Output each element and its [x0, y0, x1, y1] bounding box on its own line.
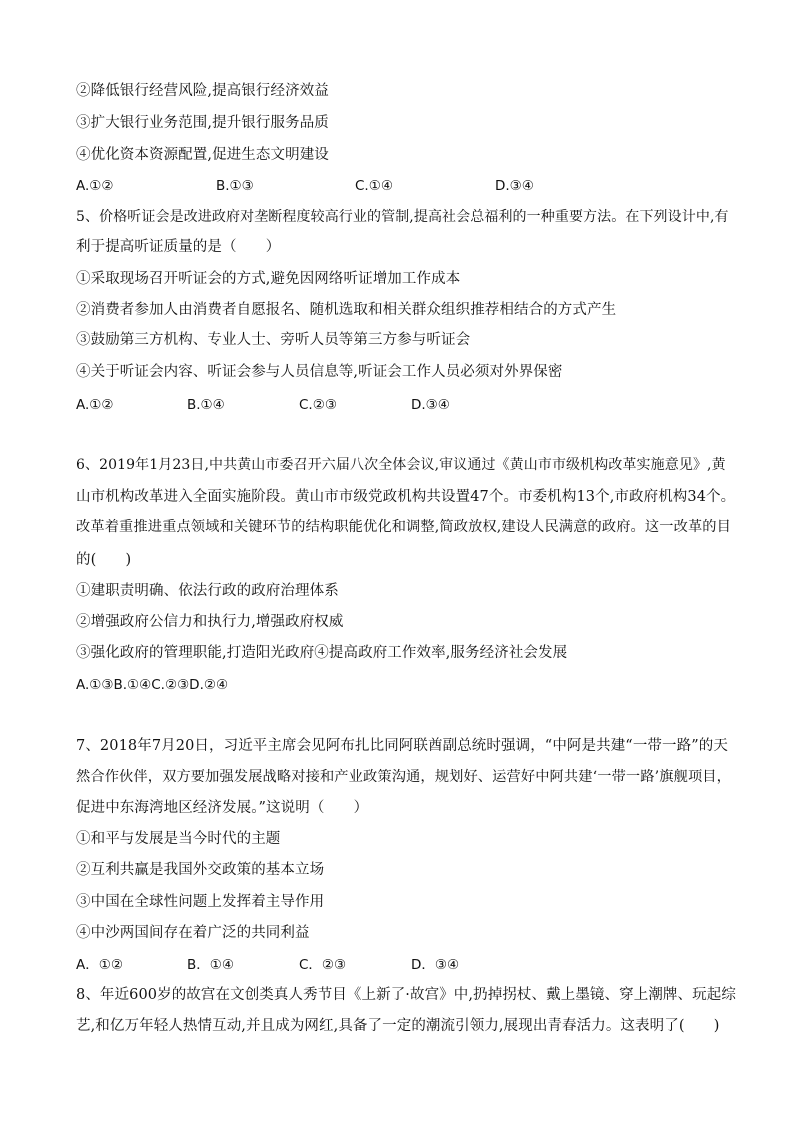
- q4-option-c: C.①④: [355, 178, 393, 194]
- q7-option-d: D．③④: [411, 957, 460, 973]
- q5-stem-line-2: 利于提高听证质量的是（ ）: [76, 239, 281, 255]
- q5-item-1: ①采取现场召开听证会的方式,避免因网络听证增加工作成本: [76, 271, 461, 287]
- q6-stem-line-3: 改革着重推进重点领域和关键环节的结构职能优化和调整,简政放权,建设人民满意的政府。这一改革的目: [76, 519, 732, 535]
- q7-item-1: ①和平与发展是当今时代的主题: [76, 831, 281, 847]
- q4-option-d: D.③④: [495, 178, 534, 194]
- q6-stem-line-2: 山市机构改革进入全面实施阶段。黄山市市级党政机构共设置47个。市委机构13个,市政府机构34个。: [76, 489, 736, 505]
- q6-item-1: ①建职责明确、依法行政的政府治理体系: [76, 583, 339, 599]
- q7-option-b: B．①④: [187, 957, 234, 973]
- q8-stem-line-2: 艺,和亿万年轻人热情互动,并且成为网红,具备了一定的潮流引领力,展现出青春活力。这表明了( ): [76, 1018, 720, 1034]
- q5-item-2: ②消费者参加人由消费者自愿报名、随机选取和相关群众组织推荐相结合的方式产生: [76, 302, 617, 318]
- q6-item-2: ②增强政府公信力和执行力,增强政府权威: [76, 614, 344, 630]
- q5-option-d: D.③④: [411, 397, 450, 413]
- q7-option-a: A．①②: [76, 957, 123, 973]
- q7-item-2: ②互利共赢是我国外交政策的基本立场: [76, 862, 325, 878]
- q7-option-c: C．②③: [299, 957, 347, 973]
- q5-option-b: B.①④: [187, 397, 225, 413]
- q7-item-4: ④中沙两国间存在着广泛的共同利益: [76, 925, 310, 941]
- q7-stem-line-1: 7、2018年7月20日，习近平主席会见阿布扎比同阿联酋副总统时强调，“中阿是共建“一带一路”的天: [76, 738, 728, 754]
- q5-item-3: ③鼓励第三方机构、专业人士、旁听人员等第三方参与听证会: [76, 332, 471, 348]
- q7-item-3: ③中国在全球性问题上发挥着主导作用: [76, 894, 325, 910]
- q5-stem-line-1: 5、价格听证会是改进政府对垄断程度较高行业的管制,提高社会总福利的一种重要方法。在下列设计中,有: [76, 209, 729, 225]
- q4-option-b: B.①③: [216, 178, 254, 194]
- q5-item-4: ④关于听证会内容、听证会参与人员信息等,听证会工作人员必须对外界保密: [76, 364, 563, 380]
- q8-stem-line-1: 8、年近600岁的故宫在文创类真人秀节目《上新了·故宫》中,扔掉拐杖、戴上墨镜、穿上潮牌、玩起综: [76, 987, 736, 1003]
- q6-options: A.①③B.①④C.②③D.②④: [76, 677, 229, 693]
- q6-item-3: ③强化政府的管理职能,打造阳光政府④提高政府工作效率,服务经济社会发展: [76, 645, 568, 661]
- q4-item-3: ③扩大银行业务范围,提升银行服务品质: [76, 115, 329, 131]
- q5-option-a: A.①②: [76, 397, 114, 413]
- q7-stem-line-3: 促进中东海湾地区经济发展。”这说明（ ）: [76, 800, 369, 816]
- q7-stem-line-2: 然合作伙伴，双方要加强发展战略对接和产业政策沟通，规划好、运营好中阿共建‘一带一路’旗舰项目，: [76, 769, 732, 785]
- q4-option-a: A.①②: [76, 178, 114, 194]
- q5-option-c: C.②③: [299, 397, 337, 413]
- q6-stem-line-4: 的( ): [76, 552, 132, 568]
- q4-item-2: ②降低银行经营风险,提高银行经济效益: [76, 83, 329, 99]
- q6-stem-line-1: 6、2019年1月23日,中共黄山市委召开六届八次全体会议,审议通过《黄山市市级机构改革实施意见》,黄: [76, 457, 726, 473]
- q4-item-4: ④优化资本资源配置,促进生态文明建设: [76, 147, 329, 163]
